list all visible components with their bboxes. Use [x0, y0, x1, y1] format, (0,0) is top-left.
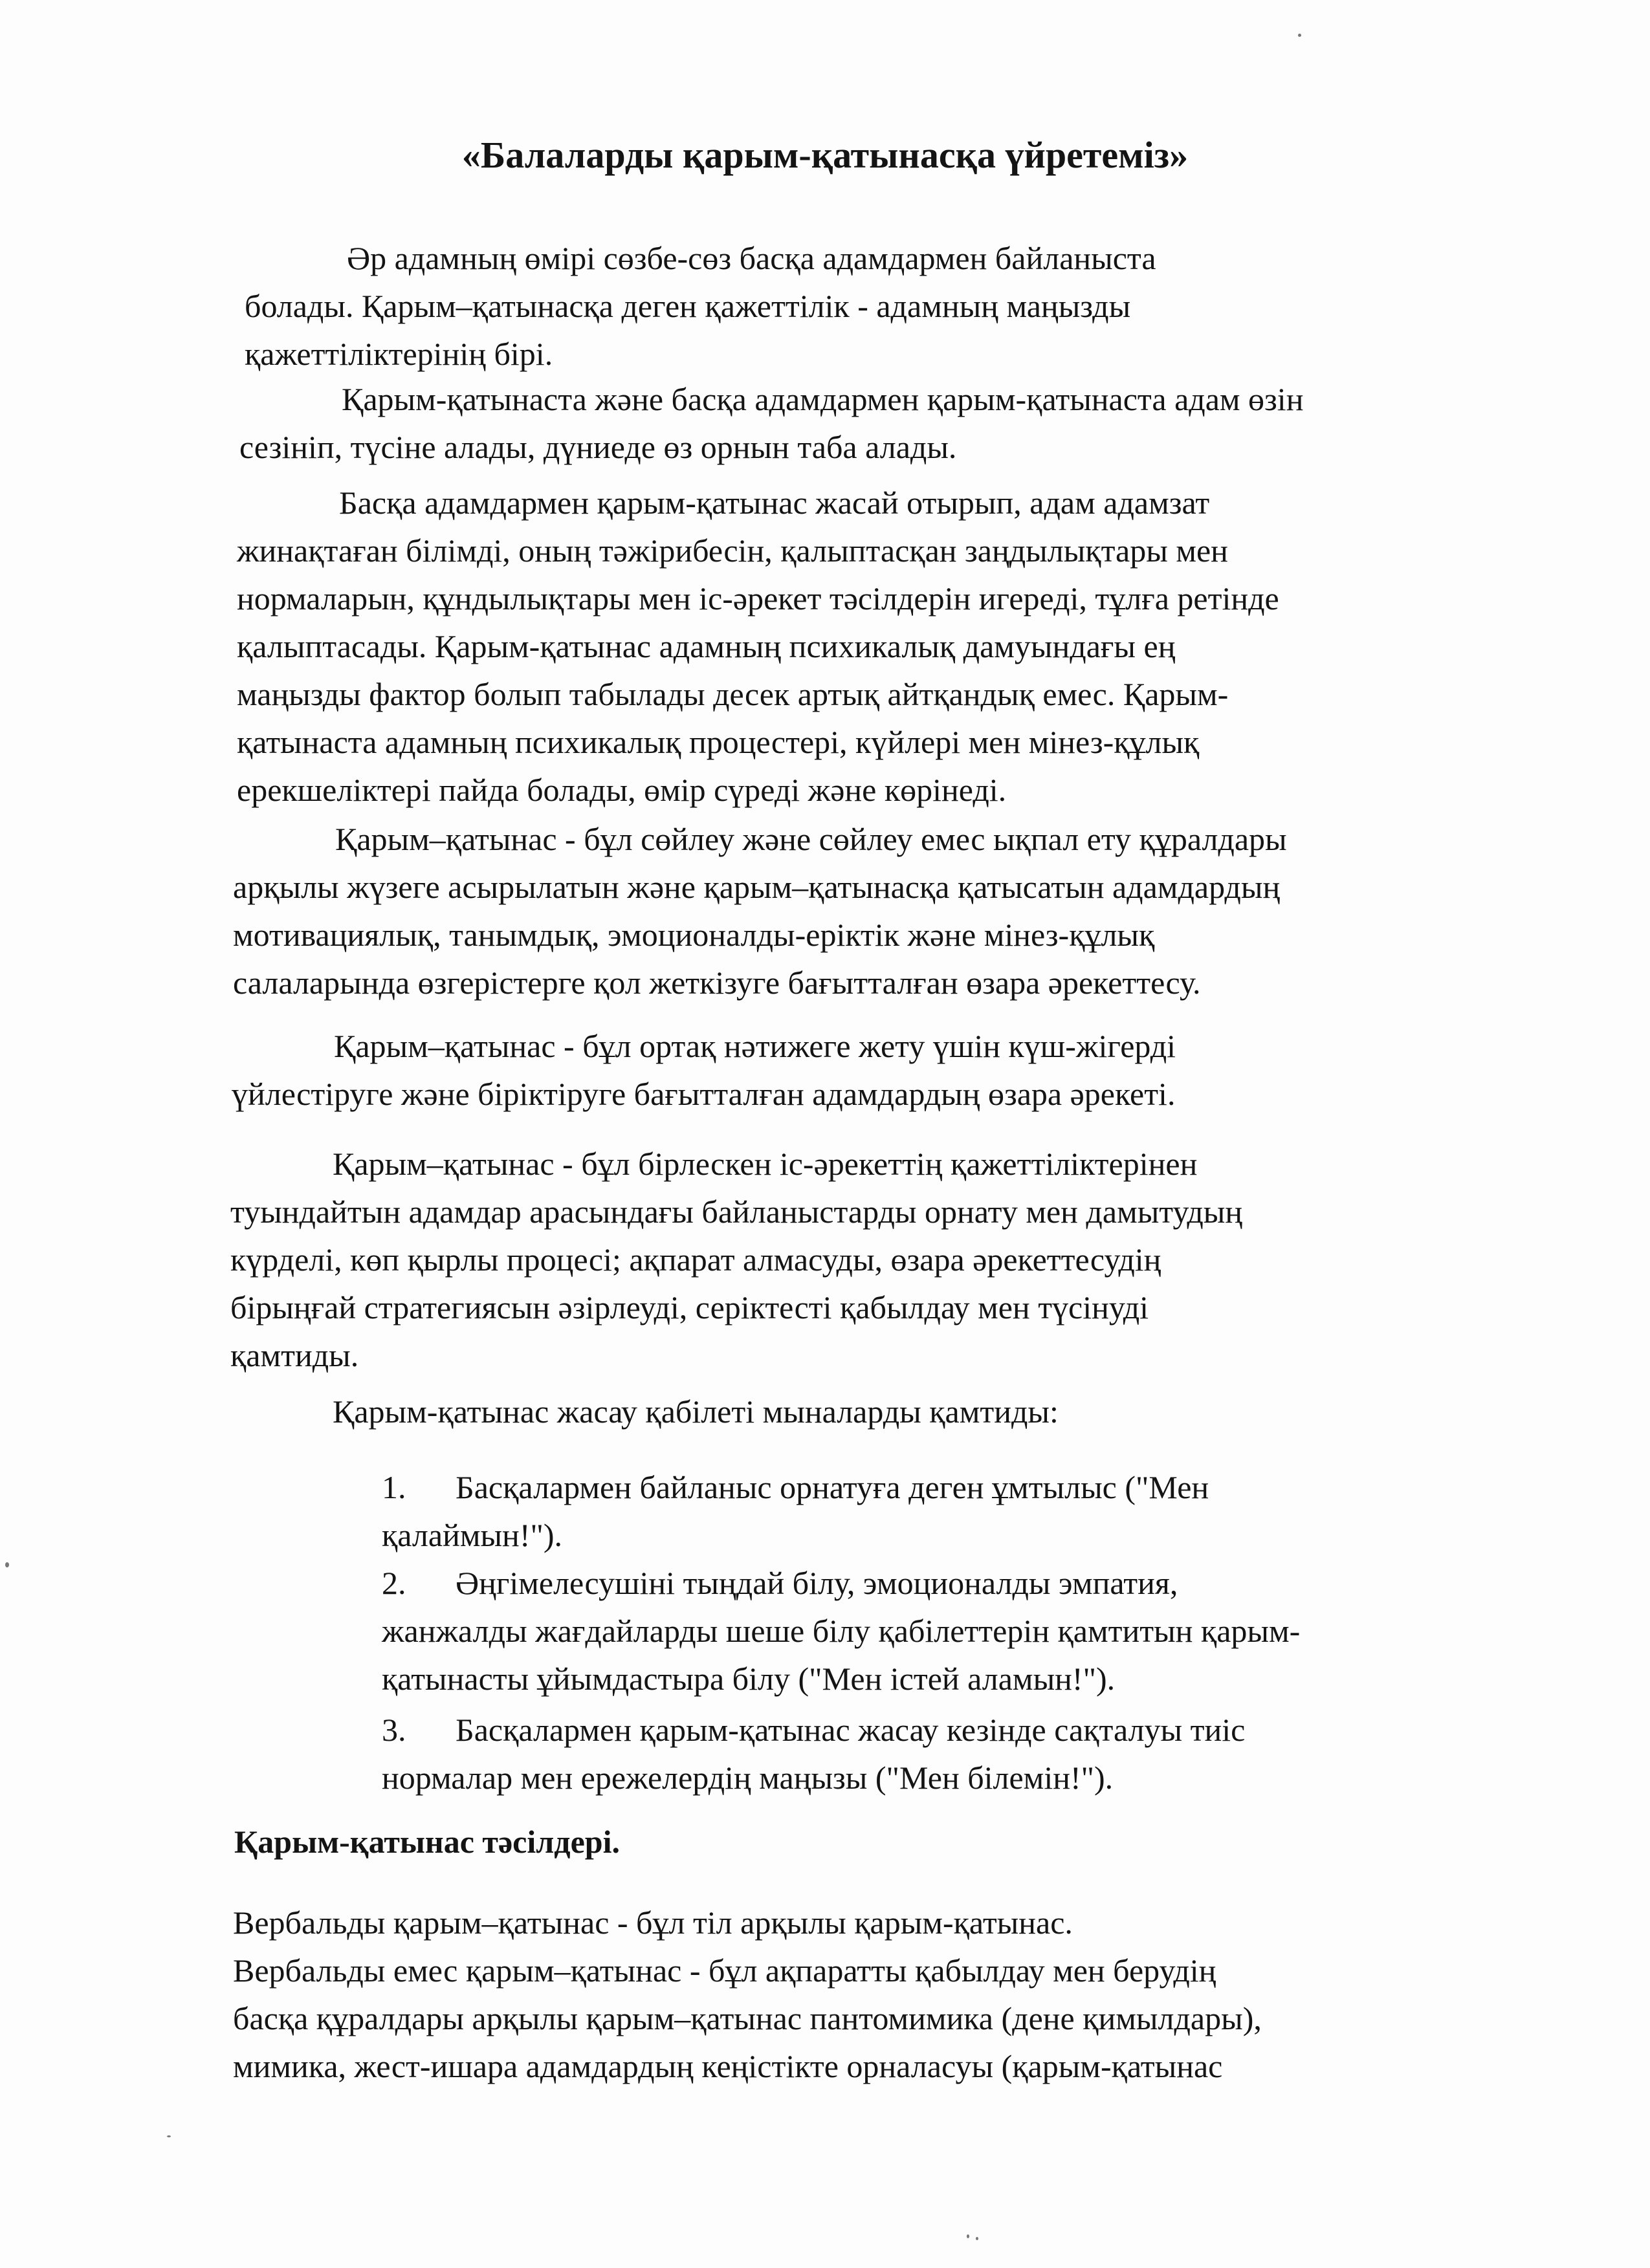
paragraph-line: қалыптасады. Қарым-қатынас адамның психикалық дамуындағы ең [237, 628, 1176, 664]
scan-speck [976, 2237, 978, 2240]
paragraph-line: арқылы жүзеге асырылатын және қарым–қатынасқа қатысатын адамдардың [233, 869, 1281, 905]
paragraph-5 [232, 1022, 1461, 1118]
paragraph-3 [237, 479, 1466, 814]
document-title: «Балаларды қарым-қатынасқа үйретеміз» [461, 134, 1189, 176]
paragraph-line: Қарым–қатынас - бұл сөйлеу және сөйлеу емес ықпал ету құралдары [335, 821, 1287, 857]
list-item-number: 1. [382, 1469, 406, 1505]
paragraph-line: Қарым–қатынас - бұл ортақ нәтижеге жету үшін күш-жігерді [334, 1028, 1176, 1064]
list-item [382, 1559, 1482, 1703]
list-item [382, 1463, 1482, 1559]
paragraph-line: мимика, жест-ишара адамдардың кеңістікте орналасуы (қарым-қатынас [233, 2048, 1223, 2084]
paragraph-line: сезініп, түсіне алады, дүниеде өз орнын таба алады. [239, 429, 957, 465]
paragraph-line: Қарым-қатынас жасау қабілеті мыналарды қамтиды: [333, 1393, 1059, 1430]
list-item-text [456, 1559, 1178, 1607]
list-item-number: 2. [382, 1565, 406, 1601]
paragraph-line: үйлестіруге және біріктіруге бағытталған адамдардың өзара әрекеті. [232, 1076, 1176, 1112]
list-item-line: қатынасты ұйымдастыра білу ("Мен істей аламын!"). [382, 1661, 1116, 1697]
paragraph-line: Басқа адамдармен қарым-қатынас жасай отырып, адам адамзат [339, 485, 1210, 521]
paragraph-line: ерекшеліктері пайда болады, өмір сүреді және көрінеді. [237, 772, 1007, 808]
paragraph-6 [230, 1140, 1460, 1379]
list-item-line: қалаймын!"). [382, 1517, 563, 1553]
list-item-number: 3. [382, 1712, 406, 1748]
list-item-text [456, 1463, 1209, 1511]
paragraph-line: салаларында өзгерістерге қол жеткізуге бағытталған өзара әрекеттесу. [233, 965, 1201, 1001]
list-item-line: Басқалармен қарым-қатынас жасау кезінде сақталуы тиіс [456, 1712, 1246, 1748]
paragraph-line: жинақтаған білімді, оның тәжірибесін, қалыптасқан заңдылықтары мен [237, 532, 1228, 569]
paragraph-line: Әр адамның өмірі сөзбе-сөз басқа адамдармен байланыста [347, 240, 1156, 276]
list-item-line: жанжалды жағдайларды шеше білу қабілеттерін қамтитын қарым- [382, 1613, 1301, 1649]
paragraph-line: Қарым-қатынаста және басқа адамдармен қарым-қатынаста адам өзін [342, 381, 1304, 417]
paragraph-line: Қарым–қатынас - бұл бірлескен іс-әрекеттің қажеттіліктерінен [333, 1146, 1198, 1182]
paragraph-line: басқа құралдары арқылы қарым–қатынас пантомимика (дене қимылдары), [233, 2000, 1262, 2036]
paragraph-line: мотивациялық, танымдық, эмоционалды-еріктік және мінез-құлық [233, 917, 1155, 953]
list-item [382, 1706, 1482, 1802]
paragraph-line: туындайтын адамдар арасындағы байланыстарды орнату мен дамытудың [230, 1194, 1243, 1230]
paragraph-7 [230, 1388, 1460, 1435]
list-item-line: нормалар мен ережелердің маңызы ("Мен білемін!"). [382, 1760, 1114, 1796]
scan-speck [1298, 34, 1301, 37]
paragraph-line: бірыңғай стратегиясын әзірлеуді, серіктесті қабылдау мен түсінуді [230, 1289, 1149, 1325]
list-item-line: Әңгімелесушіні тыңдай білу, эмоционалды эмпатия, [456, 1565, 1178, 1601]
paragraph-4 [233, 815, 1462, 1007]
paragraph-line: маңызды фактор болып табылады десек артық айтқандық емес. Қарым- [237, 676, 1229, 712]
final-paragraph [233, 1899, 1462, 2090]
list-item-line: Басқалармен байланыс орнатуға деген ұмтылыс ("Мен [456, 1469, 1209, 1505]
scan-speck [967, 2234, 969, 2238]
paragraph-line: нормаларын, құндылықтары мен іс-әрекет тәсілдерін игереді, тұлға ретінде [237, 580, 1279, 616]
paragraph-line: күрделі, көп қырлы процесі; ақпарат алмасуды, өзара әрекеттесудің [230, 1241, 1161, 1278]
scan-speck [5, 1562, 9, 1567]
section-heading: Қарым-қатынас тәсілдері. [234, 1824, 620, 1860]
paragraph-line: қамтиды. [230, 1337, 359, 1373]
paragraph-line: қатынаста адамның психикалық процестері, күйлері мен мінез-құлық [237, 724, 1200, 760]
paragraph-line: Вербальды емес қарым–қатынас - бұл ақпаратты қабылдау мен берудің [233, 1952, 1216, 1989]
paragraph-line: қажеттіліктерінің бірі. [245, 336, 553, 372]
paragraph-1 [245, 234, 1474, 378]
paragraph-line: болады. Қарым–қатынасқа деген қажеттілік - адамның маңызды [245, 288, 1131, 324]
scan-speck [167, 2135, 171, 2137]
paragraph-2 [239, 375, 1469, 471]
list-item-text [456, 1706, 1245, 1754]
paragraph-line: Вербальды қарым–қатынас - бұл тіл арқылы қарым-қатынас. [233, 1904, 1073, 1941]
